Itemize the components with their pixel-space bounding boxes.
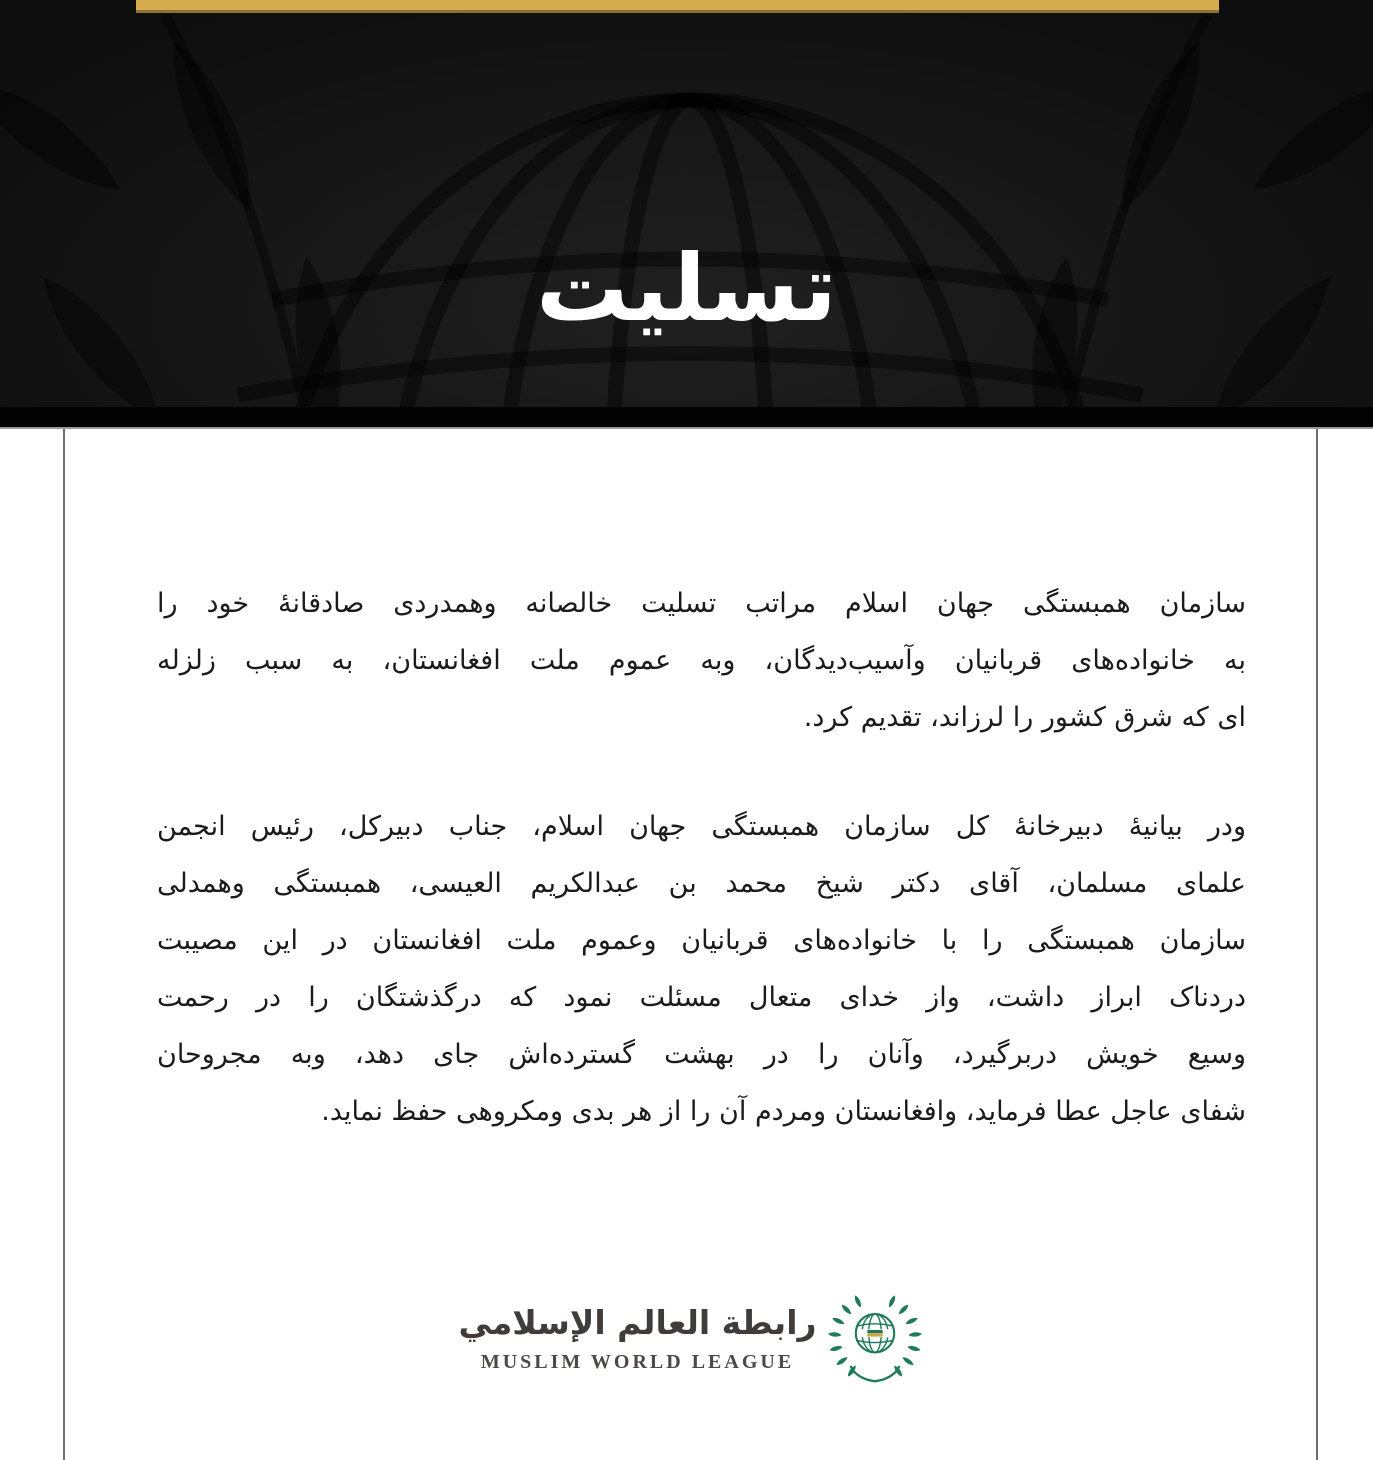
globe-wreath-watermark-icon xyxy=(0,0,1373,410)
statement-line: علمای مسلمان، آقای دکتر شیخ محمد بن عبدالکریم العیسی، همبستگی وهمدلی xyxy=(157,868,1246,899)
header-bottom-strip xyxy=(0,407,1373,427)
mwl-arabic-calligraphy: رابطة العالم الإسلامي xyxy=(458,1303,817,1343)
statement-line: دردناک ابراز داشت، واز خدای متعال مسئلت نمود که درگذشتگان را در رحمت xyxy=(157,982,1246,1013)
mwl-english-name: MUSLIM WORLD LEAGUE xyxy=(480,1350,795,1373)
statement-line: شفای عاجل عطا فرماید، وافغانستان ومردم آن را از هر بدی ومکروهی حفظ نماید. xyxy=(321,1096,1246,1127)
statement-line: ای که شرق کشور را لرزاند، تقدیم کرد. xyxy=(803,702,1246,733)
page-title: تسليت xyxy=(536,235,837,343)
statement-line: وسیع خویش دربرگیرد، وآنان را در بهشت گسترده‌اش جای دهد، وبه مجروحان xyxy=(157,1039,1246,1070)
mwl-logo xyxy=(65,1290,1316,1386)
statement-line: به خانواده‌های قربانیان وآسیب‌دیدگان، وبه عموم ملت افغانستان، به سبب زلزله xyxy=(157,645,1246,676)
statement-line: سازمان همبستگی جهان اسلام مراتب تسلیت خالصانه وهمدردی صادقانهٔ خود را xyxy=(157,588,1246,619)
mwl-emblem-icon xyxy=(827,1290,923,1386)
gold-accent-bar xyxy=(136,0,1219,13)
statement-paragraph-2 xyxy=(157,798,1246,1140)
header-banner xyxy=(0,0,1373,429)
statement-line: ودر بیانیهٔ دبیرخانهٔ کل سازمان همبستگی جهان اسلام، جناب دبیرکل، رئیس انجمن xyxy=(157,811,1246,842)
statement-card xyxy=(63,429,1318,1460)
statement-body xyxy=(157,575,1246,1140)
mwl-logo-text xyxy=(458,1302,816,1374)
statement-paragraph-1 xyxy=(157,575,1246,746)
statement-line: سازمان همبستگی را با خانواده‌های قربانیان وعموم ملت افغانستان در این مصیبت xyxy=(157,925,1246,956)
